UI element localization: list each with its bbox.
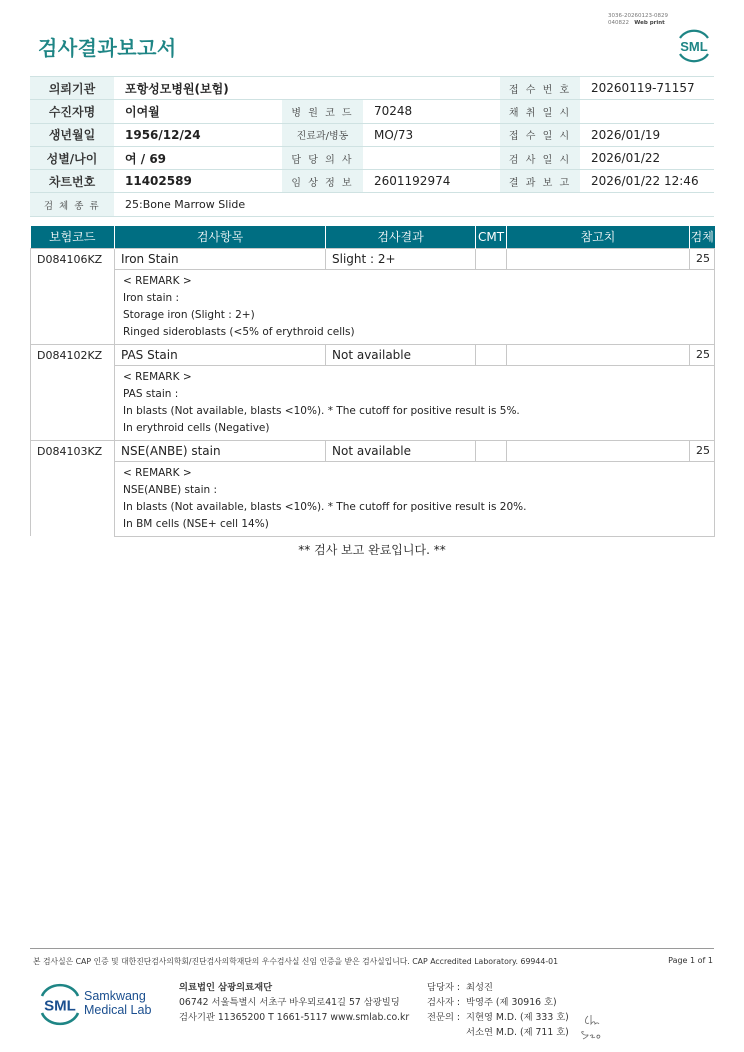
remark-row bbox=[31, 365, 715, 440]
cmt-cell bbox=[476, 440, 507, 461]
value-collection-date bbox=[580, 100, 714, 123]
remark-block bbox=[115, 461, 715, 536]
header-cmt: CMT bbox=[476, 226, 507, 248]
staff-name: 박영주 (제 30916 호) bbox=[466, 997, 557, 1008]
cmt-cell bbox=[476, 248, 507, 269]
header-test-item: 검사항목 bbox=[115, 226, 326, 248]
patient-row bbox=[30, 193, 714, 216]
label-department-ward: 진료과/병동 bbox=[282, 123, 363, 146]
staff-role bbox=[427, 1025, 466, 1040]
label-clinical-info: 임 상 정 보 bbox=[282, 170, 363, 193]
brand-name bbox=[84, 989, 151, 1017]
remark-block bbox=[115, 269, 715, 344]
value-attending-doctor bbox=[363, 146, 500, 169]
patient-row bbox=[30, 123, 714, 146]
staff-role: 검사자 : bbox=[427, 997, 461, 1008]
remark-line: Iron stain : bbox=[123, 291, 180, 304]
label-attending-doctor: 담 당 의 사 bbox=[282, 146, 363, 169]
results-header-row bbox=[31, 226, 715, 248]
signature-icon bbox=[580, 1010, 610, 1042]
test-item: NSE(ANBE) stain bbox=[115, 440, 326, 461]
report-complete-note: ** 검사 보고 완료입니다. ** bbox=[298, 543, 446, 557]
patient-row bbox=[30, 170, 714, 193]
footer-logo-text: SML bbox=[44, 997, 76, 1015]
insurance-code: D084102KZ bbox=[31, 344, 115, 440]
organization-info bbox=[179, 980, 409, 1025]
value-test-date: 2026/01/22 bbox=[580, 146, 714, 169]
value-birth-date: 1956/12/24 bbox=[114, 123, 282, 146]
value-sex-age: 여 / 69 bbox=[114, 146, 282, 169]
remark-line: In erythroid cells (Negative) bbox=[123, 421, 270, 434]
label-sex-age: 성별/나이 bbox=[30, 146, 114, 169]
specimen-cell: 25 bbox=[690, 440, 715, 461]
label-collection-date: 채 취 일 시 bbox=[500, 100, 580, 123]
sml-logo-icon bbox=[674, 26, 714, 64]
label-birth-date: 생년월일 bbox=[30, 123, 114, 146]
remark-line: Storage iron (Slight : 2+) bbox=[123, 308, 255, 321]
remark-row bbox=[31, 269, 715, 344]
staff-list bbox=[427, 980, 569, 1040]
remark-row bbox=[31, 461, 715, 536]
header-insurance-code: 보험코드 bbox=[31, 226, 115, 248]
staff-row bbox=[427, 1025, 569, 1040]
value-chart-number: 11402589 bbox=[114, 170, 282, 193]
value-patient-name: 이여월 bbox=[114, 100, 282, 123]
staff-row bbox=[427, 1010, 569, 1025]
reference-cell bbox=[507, 440, 690, 461]
value-department-ward: MO/73 bbox=[363, 123, 500, 146]
samkwang-logo-icon bbox=[36, 982, 84, 1026]
document-code-line1: 3036-20260123-0829 bbox=[608, 13, 668, 19]
document-code bbox=[608, 13, 668, 26]
organization-contact: 검사기관 11365200 T 1661-5117 www.smlab.co.kr bbox=[179, 1012, 410, 1023]
insurance-code: D084106KZ bbox=[31, 248, 115, 344]
patient-row bbox=[30, 100, 714, 123]
page-title: 검사결과보고서 bbox=[38, 36, 177, 60]
remark-line: < REMARK > bbox=[123, 274, 192, 287]
certification-text: 본 검사실은 CAP 인증 및 대한진단검사의학회/진단검사의학재단의 우수검사실 신임 인증을 받은 검사실입니다. CAP Accredited Laboratory. 69944-01 bbox=[33, 957, 559, 966]
value-clinical-info: 2601192974 bbox=[363, 170, 500, 193]
remark-block bbox=[115, 365, 715, 440]
label-chart-number: 차트번호 bbox=[30, 170, 114, 193]
table-row bbox=[31, 344, 715, 365]
test-result: Slight : 2+ bbox=[326, 248, 476, 269]
patient-row bbox=[30, 77, 714, 100]
organization-address: 06742 서울특별시 서초구 바우뫼로41길 57 삼광빌딩 bbox=[179, 997, 400, 1008]
cmt-cell bbox=[476, 344, 507, 365]
staff-role: 담당자 : bbox=[427, 982, 461, 993]
specimen-cell: 25 bbox=[690, 344, 715, 365]
label-received-date: 접 수 일 시 bbox=[500, 123, 580, 146]
results-table bbox=[30, 226, 715, 537]
value-hospital-code: 70248 bbox=[363, 100, 500, 123]
value-received-date: 2026/01/19 bbox=[580, 123, 714, 146]
remark-line: In blasts (Not available, blasts <10%). * The cutoff for positive result is 20%. bbox=[123, 500, 527, 513]
reference-cell bbox=[507, 248, 690, 269]
staff-row bbox=[427, 980, 569, 995]
patient-row bbox=[30, 146, 714, 169]
patient-info-table bbox=[30, 76, 714, 217]
remark-line: < REMARK > bbox=[123, 370, 192, 383]
print-label: Web print bbox=[634, 19, 665, 26]
page-number: Page 1 of 1 bbox=[668, 956, 713, 965]
header-reference: 참고치 bbox=[507, 226, 690, 248]
label-specimen-type: 검 체 종 류 bbox=[30, 193, 114, 216]
brand-line: Samkwang bbox=[84, 989, 146, 1003]
remark-line: PAS stain : bbox=[123, 387, 179, 400]
label-hospital-code: 병 원 코 드 bbox=[282, 100, 363, 123]
label-patient-name: 수진자명 bbox=[30, 100, 114, 123]
header-test-result: 검사결과 bbox=[326, 226, 476, 248]
staff-name: 서소연 M.D. (제 711 호) bbox=[466, 1027, 569, 1038]
remark-line: NSE(ANBE) stain : bbox=[123, 483, 218, 496]
sml-logo-text: SML bbox=[680, 39, 708, 54]
footer-divider bbox=[30, 948, 714, 949]
value-accession-number: 20260119-71157 bbox=[580, 77, 714, 100]
remark-line: In BM cells (NSE+ cell 14%) bbox=[123, 517, 269, 530]
document-code-line2: 040822 bbox=[608, 19, 630, 26]
test-item: PAS Stain bbox=[115, 344, 326, 365]
staff-row bbox=[427, 995, 569, 1010]
table-row bbox=[31, 440, 715, 461]
test-result: Not available bbox=[326, 344, 476, 365]
brand-line: Medical Lab bbox=[84, 1003, 152, 1017]
staff-name: 지현영 M.D. (제 333 호) bbox=[466, 1012, 569, 1023]
remark-line: In blasts (Not available, blasts <10%). * The cutoff for positive result is 5%. bbox=[123, 404, 520, 417]
staff-name: 최성진 bbox=[466, 982, 493, 993]
remark-line: Ringed sideroblasts (<5% of erythroid cells) bbox=[123, 325, 355, 338]
test-result: Not available bbox=[326, 440, 476, 461]
insurance-code: D084103KZ bbox=[31, 440, 115, 536]
label-accession-number: 접 수 번 호 bbox=[500, 77, 580, 100]
label-report-date: 결 과 보 고 bbox=[500, 170, 580, 193]
label-requesting-institution: 의뢰기관 bbox=[30, 77, 114, 100]
header-specimen: 검체 bbox=[690, 226, 715, 248]
remark-line: < REMARK > bbox=[123, 466, 192, 479]
organization-name: 의료법인 삼광의료재단 bbox=[179, 982, 273, 993]
value-requesting-institution: 포항성모병원(보험) bbox=[114, 77, 500, 100]
table-row bbox=[31, 248, 715, 269]
specimen-cell: 25 bbox=[690, 248, 715, 269]
label-test-date: 검 사 일 시 bbox=[500, 146, 580, 169]
value-report-date: 2026/01/22 12:46 bbox=[580, 170, 714, 193]
value-specimen-type: 25:Bone Marrow Slide bbox=[114, 193, 714, 216]
test-item: Iron Stain bbox=[115, 248, 326, 269]
reference-cell bbox=[507, 344, 690, 365]
staff-role: 전문의 : bbox=[427, 1012, 461, 1023]
